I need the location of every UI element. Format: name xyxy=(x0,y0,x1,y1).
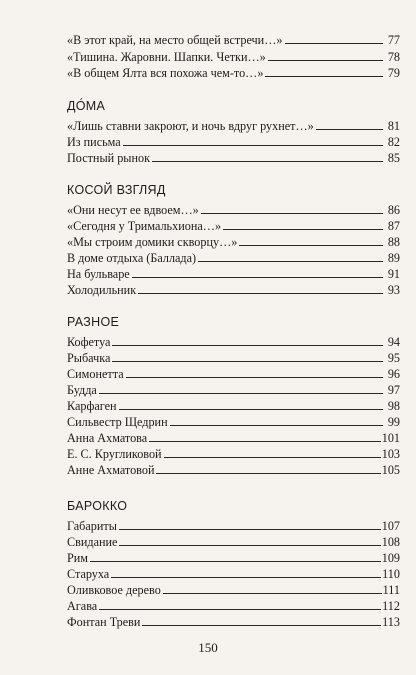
toc-leader-line xyxy=(285,43,384,44)
toc-entry[interactable] xyxy=(67,534,400,550)
toc-leader-line xyxy=(152,161,383,162)
toc-entry-title: Кофетуа xyxy=(67,334,111,349)
toc-entry-page: 79 xyxy=(387,66,400,80)
toc-entry-title: Рим xyxy=(67,550,89,565)
toc-section-continued xyxy=(67,32,400,82)
toc-entry-page: 101 xyxy=(381,430,400,445)
toc-leader-line xyxy=(201,213,383,214)
toc-entry-page: 107 xyxy=(381,518,400,533)
toc-entry-page: 113 xyxy=(382,614,400,629)
toc-entry-title: Из письма xyxy=(67,134,121,149)
toc-entry-title: В доме отдыха (Баллада) xyxy=(67,250,197,265)
toc-leader-line xyxy=(99,393,383,394)
toc-entry-page: 85 xyxy=(387,150,400,165)
toc-leader-line xyxy=(99,609,381,610)
toc-leader-line xyxy=(268,60,383,61)
toc-leader-line xyxy=(239,245,383,246)
toc-entry[interactable] xyxy=(67,398,400,414)
toc-entry-page: 108 xyxy=(381,534,400,549)
toc-entry-page: 89 xyxy=(387,250,400,265)
toc-entry[interactable] xyxy=(67,234,400,250)
toc-leader-line xyxy=(223,229,383,230)
toc-leader-line xyxy=(112,361,383,362)
toc-entry-page: 103 xyxy=(381,446,400,461)
toc-entry-page: 93 xyxy=(387,282,400,297)
toc-entry-title: Свидание xyxy=(67,534,118,549)
toc-leader-line xyxy=(126,377,383,378)
toc-entry-page: 94 xyxy=(387,334,400,349)
toc-section-kosoy-vzglyad xyxy=(67,180,400,298)
toc-entry-title: «В общем Ялта вся похожа чем-то…» xyxy=(67,66,264,80)
section-heading: КОСОЙ ВЗГЛЯД xyxy=(67,182,166,197)
toc-entry[interactable] xyxy=(67,518,400,534)
toc-entry[interactable] xyxy=(67,334,400,350)
toc-leader-line xyxy=(142,625,381,626)
toc-entry[interactable] xyxy=(67,32,400,49)
toc-entry-title: «Лишь ставни закроют, и ночь вдруг рухнет…» xyxy=(67,118,314,133)
toc-leader-line xyxy=(119,545,380,546)
toc-entry[interactable] xyxy=(67,582,400,598)
toc-entry[interactable] xyxy=(67,598,400,614)
toc-entry[interactable] xyxy=(67,382,400,398)
toc-entry-title: Симонетта xyxy=(67,366,124,381)
toc-entry-title: Анне Ахматовой xyxy=(67,462,155,477)
toc-entry-page: 97 xyxy=(387,382,400,397)
toc-entry-title: Агава xyxy=(67,598,98,613)
toc-leader-line xyxy=(119,409,383,410)
toc-entry[interactable] xyxy=(67,446,400,462)
toc-entry-title: Анна Ахматова xyxy=(67,430,148,445)
toc-entry[interactable] xyxy=(67,65,400,82)
toc-leader-line xyxy=(198,261,383,262)
toc-entry-title: Е. С. Кругликовой xyxy=(67,446,162,461)
toc-section-barokko xyxy=(67,496,400,630)
toc-entry[interactable] xyxy=(67,366,400,382)
toc-leader-line xyxy=(164,457,381,458)
toc-section-raznoe xyxy=(67,312,400,478)
toc-leader-line xyxy=(132,277,383,278)
toc-entry-title: Будда xyxy=(67,382,97,397)
toc-entry-title: «Мы строим домики скворцу…» xyxy=(67,234,238,249)
toc-leader-line xyxy=(119,529,381,530)
toc-entry-page: 95 xyxy=(387,350,400,365)
toc-entry-page: 81 xyxy=(387,118,400,133)
toc-entry[interactable] xyxy=(67,134,400,150)
toc-leader-line xyxy=(156,473,380,474)
table-of-contents xyxy=(67,32,400,630)
toc-entry-page: 96 xyxy=(387,366,400,381)
toc-entry[interactable] xyxy=(67,218,400,234)
toc-entry-title: Оливковое дерево xyxy=(67,582,161,597)
toc-entry-title: Рыбачка xyxy=(67,350,111,365)
toc-entry-page: 99 xyxy=(387,414,400,429)
toc-leader-line xyxy=(90,561,381,562)
toc-entry-page: 109 xyxy=(381,550,400,565)
toc-entry[interactable] xyxy=(67,430,400,446)
toc-entry[interactable] xyxy=(67,118,400,134)
toc-entry-title: «В этот край, на место общей встречи…» xyxy=(67,33,283,47)
section-heading: РАЗНОЕ xyxy=(67,314,120,329)
toc-entry-title: На бульваре xyxy=(67,266,130,281)
toc-entry[interactable] xyxy=(67,350,400,366)
toc-entry-page: 82 xyxy=(387,134,400,149)
toc-entry-page: 105 xyxy=(381,462,400,477)
toc-entry-title: Старуха xyxy=(67,566,110,581)
toc-leader-line xyxy=(265,76,383,77)
toc-entry[interactable] xyxy=(67,266,400,282)
toc-entry[interactable] xyxy=(67,150,400,166)
toc-entry[interactable] xyxy=(67,49,400,66)
section-heading: БАРОККО xyxy=(67,498,128,513)
toc-leader-line xyxy=(163,593,382,594)
toc-entry-page: 111 xyxy=(382,582,400,597)
toc-entry[interactable] xyxy=(67,202,400,218)
toc-entry-title: Постный рынок xyxy=(67,150,151,165)
page-number: 150 xyxy=(198,640,218,655)
toc-entry-page: 98 xyxy=(387,398,400,413)
toc-entry-page: 88 xyxy=(387,234,400,249)
toc-entry[interactable] xyxy=(67,250,400,266)
toc-entry[interactable] xyxy=(67,614,400,630)
toc-entry[interactable] xyxy=(67,566,400,582)
toc-entry-title: Сильвестр Щедрин xyxy=(67,414,168,429)
section-heading: ДО́МА xyxy=(67,98,106,113)
toc-leader-line xyxy=(123,145,383,146)
toc-section-doma xyxy=(67,96,400,166)
toc-entry[interactable] xyxy=(67,414,400,430)
toc-entry-title: «Сегодня у Тримальхиона…» xyxy=(67,218,222,233)
toc-entry-page: 87 xyxy=(387,218,400,233)
toc-entry-page: 78 xyxy=(387,49,400,64)
toc-entry[interactable] xyxy=(67,550,400,566)
toc-entry-page: 112 xyxy=(382,598,400,613)
toc-entry-title: Карфаген xyxy=(67,398,117,413)
toc-leader-line xyxy=(149,441,381,442)
toc-entry[interactable] xyxy=(67,282,400,298)
toc-entry-page: 91 xyxy=(387,266,400,281)
toc-entry-page: 86 xyxy=(387,202,400,217)
toc-entry-title: Фонтан Треви xyxy=(67,614,141,629)
toc-leader-line xyxy=(138,293,383,294)
toc-leader-line xyxy=(112,345,383,346)
toc-entry[interactable] xyxy=(67,462,400,478)
toc-entry-title: Габариты xyxy=(67,518,117,533)
toc-entry-title: Холодильник xyxy=(67,282,137,297)
toc-leader-line xyxy=(111,577,381,578)
toc-leader-line xyxy=(316,129,383,130)
toc-entry-title: «Тишина. Жаровни. Шапки. Четки…» xyxy=(67,49,266,64)
toc-leader-line xyxy=(170,425,383,426)
toc-entry-page: 77 xyxy=(387,33,400,47)
toc-entry-page: 110 xyxy=(382,566,400,581)
toc-entry-title: «Они несут ее вдвоем…» xyxy=(67,202,199,217)
